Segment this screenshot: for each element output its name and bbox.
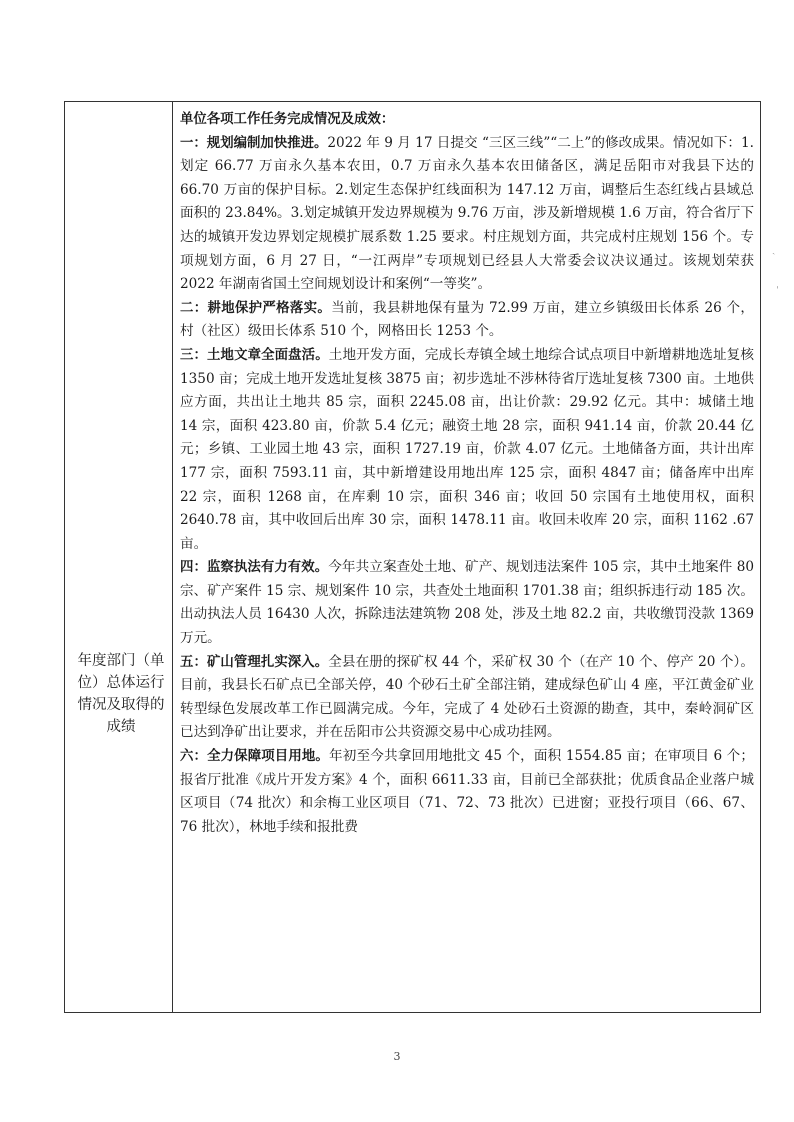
section-1: [180, 132, 754, 297]
scan-speck: ˎ: [772, 244, 776, 255]
section-text: 2022 年 9 月 17 日提交 “三区三线”“二上”的修改成果。情况如下：1.划定 66.77 万亩永久基本农田，0.7 万亩永久基本农田储备区，满足岳阳市对我县下达的 66.70 万亩的保护目标。2.划定生态保护红线面积为 147.12 万亩，调整后生态红线占县域总面积的 23.84%。3.划定城镇开发边界规模为 9.76 万亩，涉及新增规模 1.6 万亩，符合省厅下达的城镇开发边界划定规模扩展系数 1.25 要求。村庄规划方面，共完成村庄规划 156 个。专项规划方面，6 月 27 日，“一江两岸”专项规划已经县人大常委会议决议通过。该规划荣获 2022 年湖南省国土空间规划设计和案例“一等奖”。: [180, 134, 755, 293]
section-heading: 四：监察执法有力有效。: [180, 560, 329, 576]
section-heading: 五：矿山管理扎实深入。: [180, 654, 329, 670]
label-column: [65, 102, 173, 1012]
section-text: 年初至今共拿回用地批文 45 个，面积 1554.85 亩；在审项目 6 个；报省厅批准《成片开发方案》4 个，面积 6611.33 亩，目前已全部获批；优质食品企业落户城区项目（74 批次）和余梅工业区项目（71、72、73 批次）已进窗；亚投行项目（66、67、76 批次），林地手续和报批费: [180, 748, 754, 835]
section-5: [180, 651, 754, 745]
report-table: [64, 101, 761, 1013]
section-2: [180, 297, 754, 344]
scan-speck: ˈ: [776, 286, 779, 297]
section-3: [180, 344, 754, 556]
section-4: [180, 556, 754, 650]
section-text: 全县在册的探矿权 44 个，采矿权 30 个（在产 10 个、停产 20 个）。目前，我县长石矿点已全部关停，40 个砂石土矿全部注销，建成绿色矿山 4 座，平江黄金矿业转型绿色发展改革工作已圆满完成。今年，完成了 4 处砂石土资源的勘查，其中，秦岭洞矿区已达到净矿出让要求，并在岳阳市公共资源交易中心成功挂网。: [180, 653, 754, 741]
page-number: 3: [393, 1050, 401, 1063]
section-6: [180, 745, 754, 839]
section-text: 土地开发方面，完成长寿镇全域土地综合试点项目中新增耕地选址复核 1350 亩；完成土地开发选址复核 3875 亩；初步选址不涉林待省厅选址复核 7300 亩。土地供应方面，共出让土地共 85 宗，面积 2245.08 亩，出让价款：29.92 亿元。其中：城储土地 14 宗，面积 423.80 亩，价款 5.4 亿元；融资土地 28 宗，面积 941.14 亩，价款 20.44 亿元；乡镇、工业园土地 43 宗，面积 1727.19 亩，价款 4.07 亿元。土地储备方面，共计出库 177 宗，面积 7593.11 亩，其中新增建设用地出库 125 宗，面积 4847 亩；储备库中出库 22 宗，面积 1268 亩，在库剩 10 宗，面积 346 亩；收回 50 宗国有土地使用权，面积 2640.78 亩，其中收回后出库 30 宗，面积 1478.11 亩。收回未收库 20 宗，面积 1162 .67 亩。: [180, 346, 754, 552]
section-text: 当前，我县耕地保有量为 72.99 万亩，建立乡镇级田长体系 26 个，村（社区）级田长体系 510 个，网格田长 1253 个。: [180, 299, 755, 340]
section-heading: 三：土地文章全面盘活。: [180, 347, 329, 363]
row-label: 年度部门（单位）总体运行情况及取得的成绩: [77, 653, 165, 735]
intro-heading: 单位各项工作任务完成情况及成效：: [180, 112, 395, 127]
section-text: 今年共立案查处土地、矿产、规划违法案件 105 宗，其中土地案件 80 宗、矿产案件 15 宗、规划案件 10 宗，共查处土地面积 1701.38 亩；组织拆违行动 185 次。出动执法人员 16430 人次，拆除违法建筑物 208 处，涉及土地 82.2 亩，共收缴罚没款 1369 万元。: [180, 559, 754, 647]
section-heading: 一：规划编制加快推进。: [180, 135, 328, 151]
content-cell: [180, 108, 754, 839]
section-heading: 六：全力保障项目用地。: [180, 749, 329, 765]
section-heading: 二：耕地保护严格落实。: [180, 300, 332, 316]
